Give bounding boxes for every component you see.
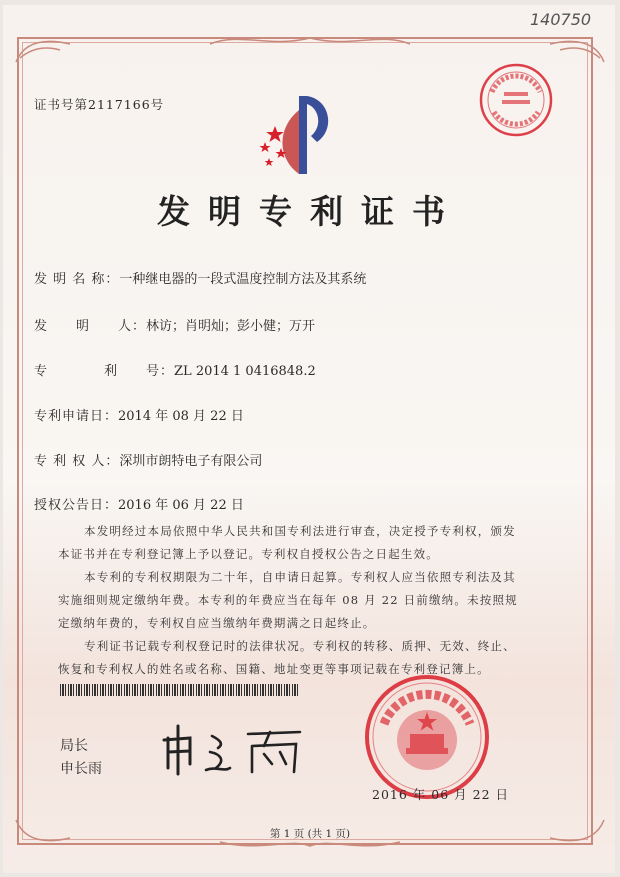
field-filing-date	[34, 405, 244, 424]
corner-ornament-top-left	[14, 34, 74, 64]
agency-seal-icon	[478, 62, 554, 138]
field-patentee	[34, 450, 262, 469]
field-invention-name	[34, 268, 366, 287]
top-ornament	[200, 32, 420, 50]
patentee-label: 专 利 权 人：	[34, 454, 120, 469]
official-seal-icon	[362, 672, 492, 802]
field-inventors	[34, 315, 315, 334]
field-patent-number	[34, 360, 316, 379]
barcode	[60, 684, 298, 696]
certificate-title: 发明专利证书	[157, 192, 463, 231]
invention-name-value: 一种继电器的一段式温度控制方法及其系统	[119, 272, 367, 287]
paragraph-legal-status: 专利证书记载专利权登记时的法律状况。专利权的转移、质押、无效、终止、恢复和专利权人的姓名或名称、国籍、地址变更等事项记载在专利登记簿上。	[58, 639, 516, 676]
inventors-label: 发 明 人：	[34, 319, 147, 334]
paragraph-grant: 本发明经过本局依照中华人民共和国专利法进行审查，决定授予专利权，颁发本证书并在专利登记簿上予以登记。专利权自授权公告之日起生效。	[58, 524, 516, 561]
paragraph-term: 本专利的专利权期限为二十年，自申请日起算。专利权人应当依照专利法及其实施细则规定缴纳年费。本专利的年费应当在每年 08 月 22 日前缴纳。未按照规定缴纳年费的，专利权自应当缴纳年费期满之日起终止。	[58, 570, 518, 630]
signatory-name: 申长雨	[60, 761, 102, 777]
announcement-date-label: 授权公告日：	[34, 498, 119, 513]
filing-date-value: 2014 年 08 月 22 日	[118, 409, 244, 424]
certificate-number: 证书号第2117166号	[34, 97, 165, 112]
handwritten-signature	[160, 718, 310, 778]
field-announcement-date	[34, 494, 244, 513]
filing-date-label: 专利申请日：	[34, 409, 119, 424]
inventors-value: 林访；肖明灿；彭小健；万开	[146, 319, 316, 334]
seal-date: 2016 年 06 月 22 日	[372, 787, 509, 802]
patent-number-label: 专 利 号：	[34, 364, 175, 379]
corner-ornament-top-right	[546, 34, 606, 64]
handwritten-note: 140750	[530, 10, 592, 29]
invention-name-label: 发 明 名 称：	[34, 272, 120, 287]
patentee-value: 深圳市朗特电子有限公司	[119, 454, 263, 469]
page-footer: 第 1 页 (共 1 页)	[269, 828, 351, 840]
announcement-date-value: 2016 年 06 月 22 日	[118, 498, 244, 513]
patent-office-logo-icon	[255, 90, 345, 180]
signatory-role: 局长	[60, 738, 88, 754]
patent-number-value: ZL 2014 1 0416848.2	[174, 364, 316, 379]
